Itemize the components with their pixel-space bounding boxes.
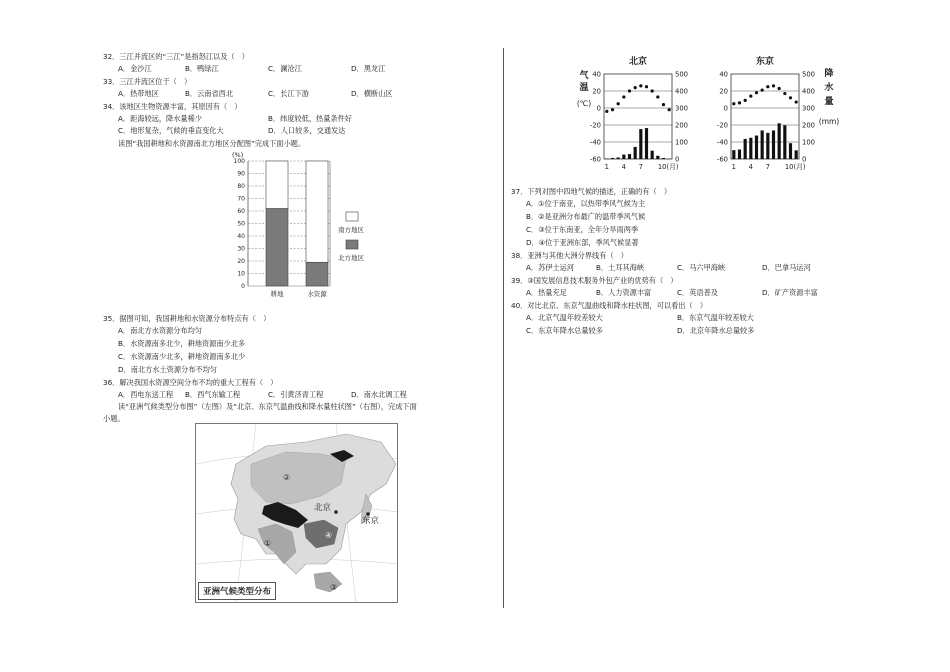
question-36-stem: 36．解决我国水资源空间分布不均的重大工程有（ ） xyxy=(103,378,278,387)
x-tick-label: 4 xyxy=(748,163,753,171)
question-32-option-c[interactable]: C．澜沧江 xyxy=(268,64,302,73)
precip-bar-4 xyxy=(749,138,752,159)
precip-tick-label: 300 xyxy=(802,104,815,113)
temp-tick-label: -20 xyxy=(589,121,601,130)
temp-point-12 xyxy=(795,100,798,103)
beijing-dot xyxy=(334,510,338,514)
question-34-option-d[interactable]: D．人口较多，交通发达 xyxy=(268,126,346,135)
temp-point-5 xyxy=(755,91,758,94)
temp-point-6 xyxy=(634,86,637,89)
y-tick-label: 50 xyxy=(237,220,245,228)
question-35-stem: 35．据图可知，我国耕地和水资源分布特点有（ ） xyxy=(103,314,271,323)
temp-point-2 xyxy=(738,101,741,104)
read-instruction-2-continued: 小题。 xyxy=(103,414,125,423)
precip-bar-2 xyxy=(738,149,741,159)
chart-x-ticks xyxy=(271,289,328,298)
southeast-asia-islands xyxy=(314,572,342,592)
precip-tick-label: 500 xyxy=(675,70,688,79)
question-34-option-b[interactable]: B．纬度较低，热量条件好 xyxy=(268,114,352,123)
precip-bar-5 xyxy=(755,136,758,159)
temp-point-4 xyxy=(749,95,752,98)
question-39-option-b[interactable]: B．人力资源丰富 xyxy=(596,288,652,297)
question-40-stem: 40．对比北京、东京气温曲线和降水柱状图，可以看出（ ） xyxy=(511,301,708,310)
read-instruction-1: 读图“我国耕地和水资源南北方地区分配图”完成下面小题。 xyxy=(118,139,306,148)
x-tick-label: 7 xyxy=(638,163,643,171)
precip-tick-label: 300 xyxy=(675,104,688,113)
x-tick-label: 1 xyxy=(604,163,609,171)
asia-map-drawing xyxy=(196,424,398,603)
farmland-water-chart xyxy=(226,148,396,310)
temp-tick-label: 0 xyxy=(723,104,728,113)
precip-tick-label: 100 xyxy=(802,138,815,147)
question-35-option-b[interactable]: B．水资源南多北少，耕地资源南少北多 xyxy=(118,339,246,348)
legend-label-0: 南方地区 xyxy=(338,226,364,234)
y-tick-label: 90 xyxy=(237,170,245,178)
temp-tick-label: -40 xyxy=(589,138,601,147)
temp-point-10 xyxy=(656,95,659,98)
left-axis-unit: (℃) xyxy=(576,99,592,108)
temp-tick-label: 40 xyxy=(719,70,728,79)
question-35-option-a[interactable]: A．南北方水资源分布均匀 xyxy=(118,326,202,335)
question-38-option-d[interactable]: D．巴拿马运河 xyxy=(762,263,811,272)
question-40-option-a[interactable]: A．北京气温年较差较大 xyxy=(526,313,603,322)
question-35-option-c[interactable]: C．水资源南少北多，耕地资源南多北少 xyxy=(118,352,246,361)
temp-point-2 xyxy=(611,108,614,111)
question-38-option-a[interactable]: A．苏伊士运河 xyxy=(526,263,575,272)
y-tick-label: 10 xyxy=(237,270,245,278)
precip-bar-4 xyxy=(622,155,625,159)
temp-point-9 xyxy=(778,87,781,90)
bar-south-0 xyxy=(266,161,288,209)
precip-tick-label: 500 xyxy=(802,70,815,79)
beijing-climate-chart xyxy=(570,48,700,176)
read-instruction-2: 读“亚洲气候类型分布图”（左图）及“北京、东京气温曲线和降水量柱状图”（右图），完成下面 xyxy=(118,402,417,411)
precip-bar-9 xyxy=(778,123,781,159)
question-32-stem: 32．三江并流区的“三江”是指怒江以及（ ） xyxy=(103,52,249,61)
x-tick-label: 7 xyxy=(765,163,770,171)
tokyo-climate-chart xyxy=(705,48,845,176)
climate-chart-title: 北京 xyxy=(628,57,648,67)
precip-tick-label: 0 xyxy=(802,155,807,164)
question-33-option-d[interactable]: D．横断山区 xyxy=(351,89,393,98)
precip-bar-3 xyxy=(617,157,620,159)
asia-climate-map xyxy=(195,423,398,603)
temp-point-9 xyxy=(651,89,654,92)
y-tick-label: 0 xyxy=(241,283,245,291)
chart-legend xyxy=(338,212,365,262)
temp-point-1 xyxy=(732,102,735,105)
precip-bar-2 xyxy=(611,158,614,159)
map-label-beijing: 北京 xyxy=(314,503,332,513)
question-37-option-a[interactable]: A．①位于南亚，以热带季风气候为主 xyxy=(526,199,646,208)
x-tick-label: 10(月) xyxy=(784,163,806,171)
question-39-stem: 39．③国发展信息技术服务外包产业的优势有（ ） xyxy=(511,276,678,285)
legend-swatch-1 xyxy=(346,240,358,249)
question-40-option-c[interactable]: C．东京年降水总量较多 xyxy=(526,326,603,335)
precip-bar-3 xyxy=(744,139,747,159)
temp-point-8 xyxy=(772,84,775,87)
bar-north-0 xyxy=(266,209,288,287)
precip-tick-label: 0 xyxy=(675,155,680,164)
map-label-region-2: ② xyxy=(283,473,291,482)
plot-frame xyxy=(604,74,672,159)
precip-tick-label: 200 xyxy=(675,121,688,130)
temp-point-10 xyxy=(783,92,786,95)
precip-bar-6 xyxy=(761,130,764,159)
right-axis-title-char: 水 xyxy=(824,83,834,93)
temp-tick-label: -60 xyxy=(716,155,728,164)
map-label-region-3: ③ xyxy=(330,583,338,592)
precip-bar-7 xyxy=(766,133,769,159)
question-36-option-c[interactable]: C．引黄济青工程 xyxy=(268,390,324,399)
column-divider xyxy=(503,48,504,608)
y-tick-label: 20 xyxy=(237,258,245,266)
precip-tick-label: 400 xyxy=(802,87,815,96)
precip-bar-8 xyxy=(772,130,775,159)
question-37-stem: 37．下列对图中四地气候的描述，正确的有（ ） xyxy=(511,187,672,196)
precip-tick-label: 100 xyxy=(675,138,688,147)
question-38-stem: 38．亚洲与其他大洲分界线有（ ） xyxy=(511,251,628,260)
temp-point-6 xyxy=(761,89,764,92)
legend-label-1: 北方地区 xyxy=(338,254,364,262)
precip-bar-1 xyxy=(732,150,735,159)
temp-tick-label: -60 xyxy=(589,155,601,164)
precip-bar-10 xyxy=(656,156,659,159)
bar-north-1 xyxy=(306,262,328,286)
map-label-region-4: ④ xyxy=(325,531,333,540)
right-axis-title-char: 降 xyxy=(824,69,834,79)
y-tick-label: 60 xyxy=(237,208,245,216)
question-39-option-c[interactable]: C．英语普及 xyxy=(677,288,718,297)
temp-point-7 xyxy=(639,84,642,87)
temp-tick-label: 40 xyxy=(592,70,601,79)
question-34-stem: 34．该地区生物资源丰富，其原因有（ ） xyxy=(103,102,242,111)
temp-tick-label: 20 xyxy=(719,87,728,96)
y-tick-label: 80 xyxy=(237,183,245,191)
temp-point-3 xyxy=(744,99,747,102)
x-tick-label: 10(月) xyxy=(657,163,679,171)
question-36-option-a[interactable]: A．西电东送工程 xyxy=(118,390,174,399)
question-33-option-a[interactable]: A．热带地区 xyxy=(118,89,159,98)
temp-point-12 xyxy=(668,108,671,111)
precip-bar-5 xyxy=(628,154,631,159)
question-32-option-d[interactable]: D．黑龙江 xyxy=(351,64,386,73)
question-33-stem: 33．三江并流区位于（ ） xyxy=(103,77,192,86)
precip-bar-12 xyxy=(795,150,798,159)
plot-frame xyxy=(731,74,799,159)
temp-point-11 xyxy=(662,103,665,106)
temp-tick-label: -40 xyxy=(716,138,728,147)
question-33-option-b[interactable]: B．云南省西北 xyxy=(185,89,234,98)
y-tick-label: 100 xyxy=(233,158,245,166)
y-tick-label: 40 xyxy=(237,233,245,241)
precip-bar-1 xyxy=(605,158,608,159)
question-32-option-b[interactable]: B．鸭绿江 xyxy=(185,64,219,73)
temp-point-4 xyxy=(622,95,625,98)
precip-bar-9 xyxy=(651,151,654,159)
precip-bar-8 xyxy=(645,128,648,159)
chart-y-unit-label: (%) xyxy=(232,151,244,159)
question-32-option-a[interactable]: A．金沙江 xyxy=(118,64,152,73)
precip-bar-6 xyxy=(634,147,637,159)
precip-bar-7 xyxy=(639,129,642,159)
x-tick-label: 1 xyxy=(731,163,736,171)
x-tick-label: 耕地 xyxy=(270,290,284,298)
question-36-option-b[interactable]: B．西气东输工程 xyxy=(185,390,241,399)
question-34-option-c[interactable]: C．地形复杂，气候的垂直变化大 xyxy=(118,126,224,135)
temp-tick-label: -20 xyxy=(716,121,728,130)
temp-tick-label: 20 xyxy=(592,87,601,96)
precip-bar-10 xyxy=(783,125,786,159)
question-38-option-c[interactable]: C．马六甲海峡 xyxy=(677,263,726,272)
left-axis-title-char: 温 xyxy=(579,83,589,93)
temp-point-5 xyxy=(628,89,631,92)
question-40-option-d[interactable]: D．北京年降水总量较多 xyxy=(677,326,755,335)
precip-bar-11 xyxy=(789,143,792,159)
question-40-option-b[interactable]: B．东京气温年较差较大 xyxy=(677,313,754,322)
right-axis-unit: (mm) xyxy=(818,117,840,126)
map-label-region-1: ① xyxy=(264,539,272,548)
temp-tick-label: 0 xyxy=(596,104,601,113)
question-34-option-a[interactable]: A．距海较远，降水量稀少 xyxy=(118,114,202,123)
question-37-option-c[interactable]: C．③位于东南亚，全年分旱雨两季 xyxy=(526,225,639,234)
temp-point-3 xyxy=(617,102,620,105)
y-tick-label: 30 xyxy=(237,245,245,253)
climate-chart-title: 东京 xyxy=(755,57,775,67)
right-axis-title-char: 量 xyxy=(824,97,834,107)
temp-point-1 xyxy=(605,110,608,113)
y-tick-label: 70 xyxy=(237,195,245,203)
question-35-option-d[interactable]: D．南北方水土资源分布不均匀 xyxy=(118,365,217,374)
chart-y-ticks xyxy=(234,158,246,290)
question-36-option-d[interactable]: D．南水北调工程 xyxy=(351,390,407,399)
question-39-option-a[interactable]: A．热量充足 xyxy=(526,288,567,297)
precip-bar-11 xyxy=(662,158,665,159)
temp-point-11 xyxy=(789,96,792,99)
question-37-option-b[interactable]: B．②是亚洲分布最广的温带季风气候 xyxy=(526,212,646,221)
legend-swatch-0 xyxy=(346,212,358,221)
question-33-option-c[interactable]: C．长江下游 xyxy=(268,89,309,98)
question-38-option-b[interactable]: B．土耳其海峡 xyxy=(596,263,645,272)
precip-tick-label: 200 xyxy=(802,121,815,130)
precip-tick-label: 400 xyxy=(675,87,688,96)
bar-south-1 xyxy=(306,161,328,262)
left-axis-title-char: 气 xyxy=(579,71,589,81)
map-caption: 亚洲气候类型分布 xyxy=(198,582,276,600)
question-37-option-d[interactable]: D．④位于亚洲东部，季风气候显著 xyxy=(526,238,639,247)
question-39-option-d[interactable]: D．矿产资源丰富 xyxy=(762,288,818,297)
x-tick-label: 水资源 xyxy=(307,290,327,298)
x-tick-label: 4 xyxy=(621,163,626,171)
temp-point-8 xyxy=(645,85,648,88)
map-label-tokyo: 东京 xyxy=(362,516,380,526)
temp-point-7 xyxy=(766,85,769,88)
